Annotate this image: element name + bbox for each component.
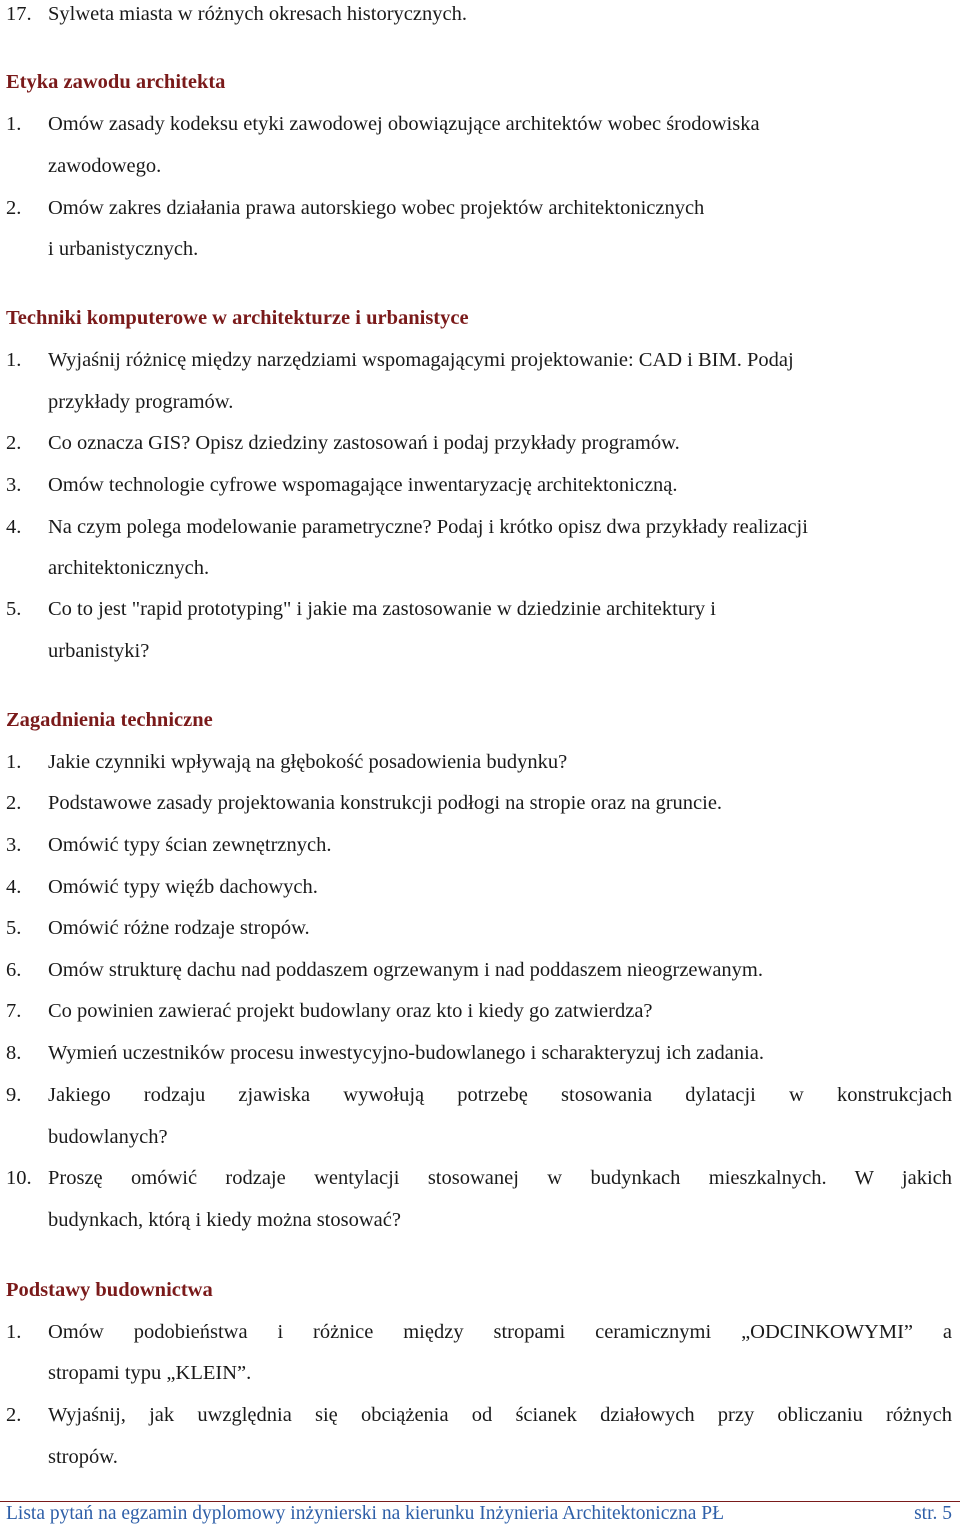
section-heading-zagadnienia: Zagadnienia techniczne	[6, 709, 213, 731]
item-text-line: Wyjaśnij różnicę między narzędziami wspomagającymi projektowanie: CAD i BIM. Podaj	[48, 349, 794, 371]
item-text-line: stropami typu „KLEIN”.	[48, 1362, 252, 1384]
item-text-line: Jakie czynniki wpływają na głębokość posadowienia budynku?	[48, 751, 568, 773]
item-number: 7.	[6, 1000, 22, 1022]
item-number: 2.	[6, 197, 22, 219]
footer-title: Lista pytań na egzamin dyplomowy inżynierski na kierunku Inżynieria Architektoniczna PŁ	[6, 1503, 725, 1524]
item-text-line: budynkach, którą i kiedy można stosować?	[48, 1209, 401, 1231]
item-text-line: Na czym polega modelowanie parametryczne? Podaj i krótko opisz dwa przykłady realizacji	[48, 516, 808, 538]
item-number: 5.	[6, 917, 22, 939]
item-number: 4.	[6, 516, 22, 538]
item-text-line: Proszę omówić rodzaje wentylacji stosowanej w budynkach mieszkalnych. W jakich	[48, 1167, 952, 1189]
item-text-line: Co oznacza GIS? Opisz dziedziny zastosowań i podaj przykłady programów.	[48, 432, 680, 454]
item-text-line: Omówić typy ścian zewnętrznych.	[48, 834, 332, 856]
item-text-line: Omów podobieństwa i różnice między stropami ceramicznymi „ODCINKOWYMI” a	[48, 1321, 952, 1343]
item-text-line: Co to jest "rapid prototyping" i jakie ma zastosowanie w dziedzinie architektury i	[48, 598, 717, 620]
item-number: 4.	[6, 876, 22, 898]
page-number: str. 5	[914, 1503, 952, 1524]
item-text-line: zawodowego.	[48, 155, 162, 177]
item-number: 1.	[6, 113, 22, 135]
item-number: 3.	[6, 474, 22, 496]
item-text-line: Omówić różne rodzaje stropów.	[48, 917, 310, 939]
item-number: 9.	[6, 1084, 22, 1106]
item-number: 5.	[6, 598, 22, 620]
item-text-line: Omów strukturę dachu nad poddaszem ogrzewanym i nad poddaszem nieogrzewanym.	[48, 959, 763, 981]
item-text-line: budowlanych?	[48, 1126, 168, 1148]
item-number: 3.	[6, 834, 22, 856]
item-number: 1.	[6, 1321, 22, 1343]
item-number: 2.	[6, 432, 22, 454]
item-number: 2.	[6, 1404, 22, 1426]
item-number: 17.	[6, 3, 32, 25]
item-number: 1.	[6, 349, 22, 371]
section-heading-podstawy: Podstawy budownictwa	[6, 1279, 213, 1301]
item-number: 1.	[6, 751, 22, 773]
item-text-line: urbanistyki?	[48, 640, 150, 662]
section-heading-etyka: Etyka zawodu architekta	[6, 71, 226, 93]
item-text-line: Omów zasady kodeksu etyki zawodowej obowiązujące architektów wobec środowiska	[48, 113, 760, 135]
item-text-line: stropów.	[48, 1446, 118, 1468]
item-number: 8.	[6, 1042, 22, 1064]
item-text-line: Omów technologie cyfrowe wspomagające inwentaryzację architektoniczną.	[48, 474, 678, 496]
item-text-line: Co powinien zawierać projekt budowlany oraz kto i kiedy go zatwierdza?	[48, 1000, 653, 1022]
item-text-line: Jakiego rodzaju zjawiska wywołują potrzebę stosowania dylatacji w konstrukcjach	[48, 1084, 952, 1106]
item-text-line: przykłady programów.	[48, 391, 234, 413]
item-text-line: Podstawowe zasady projektowania konstrukcji podłogi na stropie oraz na gruncie.	[48, 792, 723, 814]
item-number: 2.	[6, 792, 22, 814]
item-text-line: architektonicznych.	[48, 557, 210, 579]
item-text-line: Wymień uczestników procesu inwestycyjno-budowlanego i scharakteryzuj ich zadania.	[48, 1042, 765, 1064]
section-heading-techniki: Techniki komputerowe w architekturze i urbanistyce	[6, 307, 469, 329]
item-text-line: Omów zakres działania prawa autorskiego wobec projektów architektonicznych	[48, 197, 705, 219]
footer-divider	[0, 1501, 960, 1502]
item-number: 10.	[6, 1167, 32, 1189]
item-number: 6.	[6, 959, 22, 981]
item-text: Sylweta miasta w różnych okresach historycznych.	[48, 3, 467, 25]
item-text-line: i urbanistycznych.	[48, 238, 199, 260]
item-text-line: Omówić typy więźb dachowych.	[48, 876, 318, 898]
item-text-line: Wyjaśnij, jak uwzględnia się obciążenia od ścianek działowych przy obliczaniu różnych	[48, 1404, 952, 1426]
